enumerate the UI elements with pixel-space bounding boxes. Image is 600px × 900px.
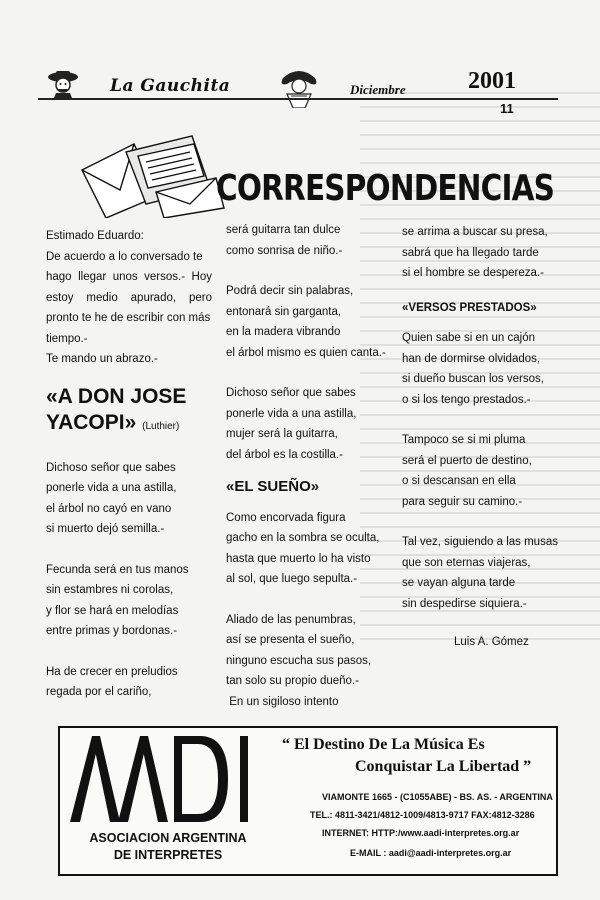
issue-year: 2001 bbox=[468, 68, 516, 94]
letters-illustration-icon bbox=[76, 130, 226, 218]
verse-line: Dichoso señor que sabes bbox=[46, 461, 176, 474]
verse-line: Dichoso señor que sabes bbox=[226, 387, 356, 399]
assoc-line: ASOCIACION ARGENTINA bbox=[89, 831, 247, 845]
poem-title: «VERSOS PRESTADOS» bbox=[402, 301, 537, 314]
verse-line: se arrima a buscar su presa, bbox=[402, 226, 548, 238]
verse-line: como sonrisa de niño.- bbox=[226, 244, 343, 257]
intro-line: estoy medio apurado, pero bbox=[46, 291, 212, 304]
verse-line: será guitarra tan dulce bbox=[226, 224, 341, 236]
intro-line: hago llegar unos versos.- Hoy bbox=[46, 271, 212, 283]
verse-line: será el puerto de destino, bbox=[402, 454, 532, 467]
assoc-line: DE INTERPRETES bbox=[113, 848, 223, 862]
verse-line: el árbol mismo es quien canta.- bbox=[226, 346, 386, 359]
verse-line: Aliado de las penumbras, bbox=[226, 613, 356, 626]
verse-line: si dueño buscan los versos, bbox=[402, 373, 544, 385]
verse-line: Ha de crecer en preludios bbox=[46, 665, 178, 678]
intro-line: pronto te he de escribir con más bbox=[46, 312, 211, 324]
verse-line: han de dormirse olvidados, bbox=[402, 352, 541, 365]
verse-line: ponerle vida a una astilla, bbox=[46, 482, 177, 494]
verse-line: o si los tengo prestados.- bbox=[402, 393, 531, 406]
page-number: 11 bbox=[500, 101, 514, 116]
assoc-name bbox=[60, 830, 276, 864]
gaucho-mascot-icon bbox=[46, 68, 80, 98]
ad-quote-line: Conquistar La Libertad ” bbox=[355, 758, 532, 775]
verse-line: regada por el cariño, bbox=[46, 686, 152, 698]
verse-line: para seguir su camino.- bbox=[402, 495, 523, 508]
poem-title: «EL SUEÑO» bbox=[226, 478, 320, 495]
verse-line: el árbol no cayó en vano bbox=[46, 502, 172, 515]
verse-line: en la madera vibrando bbox=[226, 326, 341, 338]
ad-address: VIAMONTE 1665 - (C1055ABE) - BS. AS. - ARGENTINA bbox=[322, 792, 553, 802]
verse-line: Como encorvada figura bbox=[226, 511, 346, 524]
verse-line: ninguno escucha sus pasos, bbox=[226, 654, 372, 667]
verse-line: Tampoco se si mi pluma bbox=[402, 434, 526, 446]
column-1 bbox=[46, 226, 212, 703]
signature: Luis A. Gómez bbox=[454, 636, 529, 648]
issue-month: Diciembre bbox=[350, 82, 406, 97]
verse-line: así se presenta el sueño, bbox=[226, 634, 355, 646]
aadi-logo bbox=[68, 732, 256, 824]
verse-line: gacho en la sombra se oculta, bbox=[226, 532, 380, 544]
girl-illustration-icon bbox=[273, 68, 325, 108]
intro-line: Te mando un abrazo.- bbox=[46, 353, 158, 365]
page-header bbox=[38, 68, 558, 116]
verse-line: si muerto dejó semilla.- bbox=[46, 523, 165, 535]
verse-line: entonará sin garganta, bbox=[226, 305, 342, 318]
verse-line: si el hombre se despereza.- bbox=[402, 267, 544, 279]
verse-line: del árbol es la costilla.- bbox=[226, 448, 343, 461]
verse-line: que son eternas viajeras, bbox=[402, 556, 531, 569]
verse-line: tan solo su propio dueño.- bbox=[226, 675, 359, 687]
verse-line: sin estambres ni corolas, bbox=[46, 584, 174, 596]
intro-line: tiempo.- bbox=[46, 332, 88, 345]
magazine-page bbox=[38, 58, 558, 888]
verse-line: Podrá decir sin palabras, bbox=[226, 285, 354, 297]
aadi-advertisement bbox=[58, 726, 558, 876]
verse-line: hasta que muerto lo ha visto bbox=[226, 552, 371, 565]
header-rule bbox=[38, 98, 558, 100]
column-3 bbox=[402, 222, 558, 653]
ad-website-link[interactable]: INTERNET: HTTP:/www.aadi-interpretes.org.ar bbox=[322, 828, 520, 838]
verse-line: o si descansan en ella bbox=[402, 475, 516, 487]
magazine-brand: La Gauchita bbox=[110, 76, 231, 96]
verse-line: En un sigiloso intento bbox=[226, 695, 339, 708]
verse-line: entre primas y bordonas.- bbox=[46, 625, 178, 637]
verse-line: Tal vez, siguiendo a las musas bbox=[402, 536, 558, 548]
salutation: Estimado Eduardo: bbox=[46, 230, 144, 242]
verse-line: Quien sabe si en un cajón bbox=[402, 332, 535, 344]
verse-line: ponerle vida a una astilla, bbox=[226, 407, 357, 420]
verse-line: sin despedirse siquiera.- bbox=[402, 597, 527, 610]
verse-line: mujer será la guitarra, bbox=[226, 428, 338, 440]
ad-phones: TEL.: 4811-3421/4812-1009/4813-9717 FAX:4812-3286 bbox=[310, 810, 535, 820]
verse-line: Fecunda será en tus manos bbox=[46, 563, 189, 576]
verse-line: sabrá que ha llegado tarde bbox=[402, 246, 539, 259]
ad-email-link[interactable]: E-MAIL : aadi@aadi-interpretes.org.ar bbox=[350, 848, 512, 858]
verse-line: y flor se hará en melodías bbox=[46, 604, 179, 617]
verse-line: al sol, que luego sepulta.- bbox=[226, 573, 358, 585]
ad-quote-line: “ El Destino De La Música Es bbox=[282, 736, 485, 753]
verse-line: se vayan alguna tarde bbox=[402, 577, 516, 589]
poem-title: «A DON JOSE bbox=[46, 384, 187, 408]
poem-title: YACOPI» (Luthier) bbox=[46, 410, 180, 434]
column-2 bbox=[226, 220, 386, 712]
intro-line: De acuerdo a lo conversado te bbox=[46, 250, 203, 263]
poem-subtitle: (Luthier) bbox=[142, 420, 180, 432]
section-title: CORRESPONDENCIAS bbox=[216, 168, 555, 209]
